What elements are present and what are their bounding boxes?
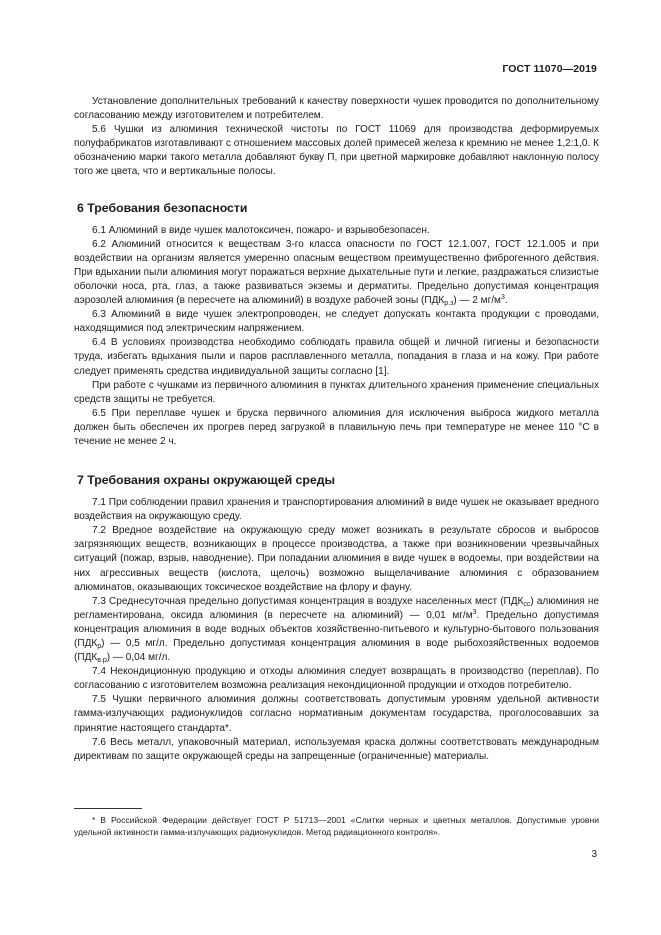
document-body — [74, 95, 599, 764]
clause-7-3-sub-ss: сс — [523, 600, 531, 608]
clause-7-3-sup: 3 — [472, 608, 477, 616]
section-7-heading: 7 Требования охраны окружающей среды — [77, 473, 336, 488]
clause-6-1: 6.1 Алюминий в виде чушек малотоксичен, пожаро- и взрывобезопасен. — [92, 224, 430, 236]
clause-6-2-superscript: 3 — [500, 294, 505, 302]
intro-paragraph: Установление дополнительных требований к качеству поверхности чушек проводится по дополнительному согласованию между изготовителем и потребителем. — [74, 96, 599, 122]
clause-5-6: 5.6 Чушки из алюминия технической чистоты по ГОСТ 11069 для производства деформируемых полуфабрикатов изготавливают с отношением массовых долей примесей железа к кремнию не менее 1,2:1,0. К обозначению марки такого металла добавляют букву П, при цветной маркировке добавляют наклонную полосу того же цвета, что и вертикальные полосы. — [74, 124, 599, 178]
clause-6-2 — [74, 238, 599, 308]
clause-7-3-d: ) — 0,5 мг/л. Предельно допустимая концентрация алюминия в воде рыбохозяйственных водоемов (ПДК — [74, 638, 599, 664]
clause-7-3-c: . Предельно допустимая концентрация алюминия в воде водных объектов хозяйственно-питьевого и культурно-бытового пользования (ПДК — [74, 609, 600, 649]
footnote-divider — [74, 808, 142, 809]
clause-7-5: 7.5 Чушки первичного алюминия должны соответствовать допустимым уровням удельной активности гамма-излучающих радионуклидов согласно нормативным документам государства, проголосовавших за принятие настоящего стандарта*. — [74, 694, 599, 734]
clause-6-4-note: При работе с чушками из первичного алюминия в пунктах длительного хранения применение специальных средств защиты не требуется. — [74, 379, 599, 405]
section-6-heading: 6 Требования безопасности — [77, 200, 248, 215]
page-number: 3 — [591, 849, 597, 860]
clause-6-2-end: . — [504, 295, 508, 307]
clause-7-3 — [74, 595, 599, 665]
clause-7-3-b: ) алюминия не регламентирована, оксида алюминия (в пересчете на алюминий) — 0,01 мг/м — [74, 595, 599, 621]
footnote: * В Российской Федерации действует ГОСТ Р 51713—2001 «Слитки черных и цветных металлов. Допустимые уровни удельной активности гамма-излучающих радионуклидов. Метод радиационного контроля». — [74, 815, 599, 837]
clause-7-3-a: 7.3 Среднесуточная предельно допустимая концентрация в воздухе населенных мест (ПДК — [92, 595, 524, 607]
clause-6-4: 6.4 В условиях производства необходимо соблюдать правила общей и личной гигиены и безопасности труда, избегать вдыхания пыли и паров расплавленного металла, попадания в глаза и на кожу. При работе следует применять средства индивидуальной защиты согласно [1]. — [74, 337, 599, 377]
clause-7-4: 7.4 Некондиционную продукцию и отходы алюминия следует возвращать в производство (переплав). По согласованию с изготовителем возможна реализация некондиционной продукции и отходов потребителю. — [74, 666, 599, 692]
clause-7-3-sub-vr: в.р — [97, 657, 107, 665]
document-code-header: ГОСТ 11070—2019 — [502, 63, 597, 75]
clause-7-6: 7.6 Весь металл, упаковочный материал, используемая краска должны соответствовать международным директивам по защите окружающей среды на запрещенные (ограниченные) материалы. — [74, 736, 599, 762]
clause-7-3-sub-r: р — [97, 643, 102, 650]
clause-7-1: 7.1 При соблюдении правил хранения и транспортирования алюминий в виде чушек не оказывает вредного воздействия на окружающую среду. — [74, 497, 599, 523]
clause-6-2-value: ) — 2 мг/м — [453, 295, 501, 307]
clause-7-3-e: ) — 0,04 мг/л. — [106, 652, 171, 664]
clause-6-2-pdk: (ПДК — [421, 295, 445, 307]
clause-6-2-text: 6.2 Алюминий относится к веществам 3-го класса опасности по ГОСТ 12.1.007, ГОСТ 12.1.005 и при воздействии на организм является умеренно опасным веществом преимущественно фиброгенного действия. При вдыхании пыли алюминия могут поражаться верхние дыхательные пути и легкие, раздражаться слизистые оболочки носа, рта, глаз, а также развиваться экземы и дерматиты. Предельно допустимая концентрация аэрозолей алюминия (в пересчете на алюминий) в воздухе рабочей зоны — [74, 238, 599, 307]
clause-6-2-subscript: р.з — [444, 300, 454, 308]
clause-7-2: 7.2 Вредное воздействие на окружающую среду может возникать в результате сбросов и выбросов загрязняющих веществ, возникающих в процессе производства, а также при возникновении чрезвычайных ситуаций (пожар, взрыв, наводнение). При попадании алюминия в виде чушек в водоемы, при воздействии на них агрессивных веществ (кислота, щелочь) возможно выщелачивание алюминия с образованием алюминатов, оказывающих токсическое воздействие на флору и фауну. — [74, 525, 599, 593]
clause-6-5: 6.5 При переплаве чушек и бруска первичного алюминия для исключения выброса жидкого металла должен быть обеспечен их прогрев перед загрузкой в плавильную печь при температуре не менее 110 °С в течение не менее 2 ч. — [74, 407, 599, 447]
clause-6-3: 6.3 Алюминий в виде чушек электропроводен, не следует допускать контакта продукции с проводами, находящимися под электрическим напряжением. — [74, 309, 599, 335]
